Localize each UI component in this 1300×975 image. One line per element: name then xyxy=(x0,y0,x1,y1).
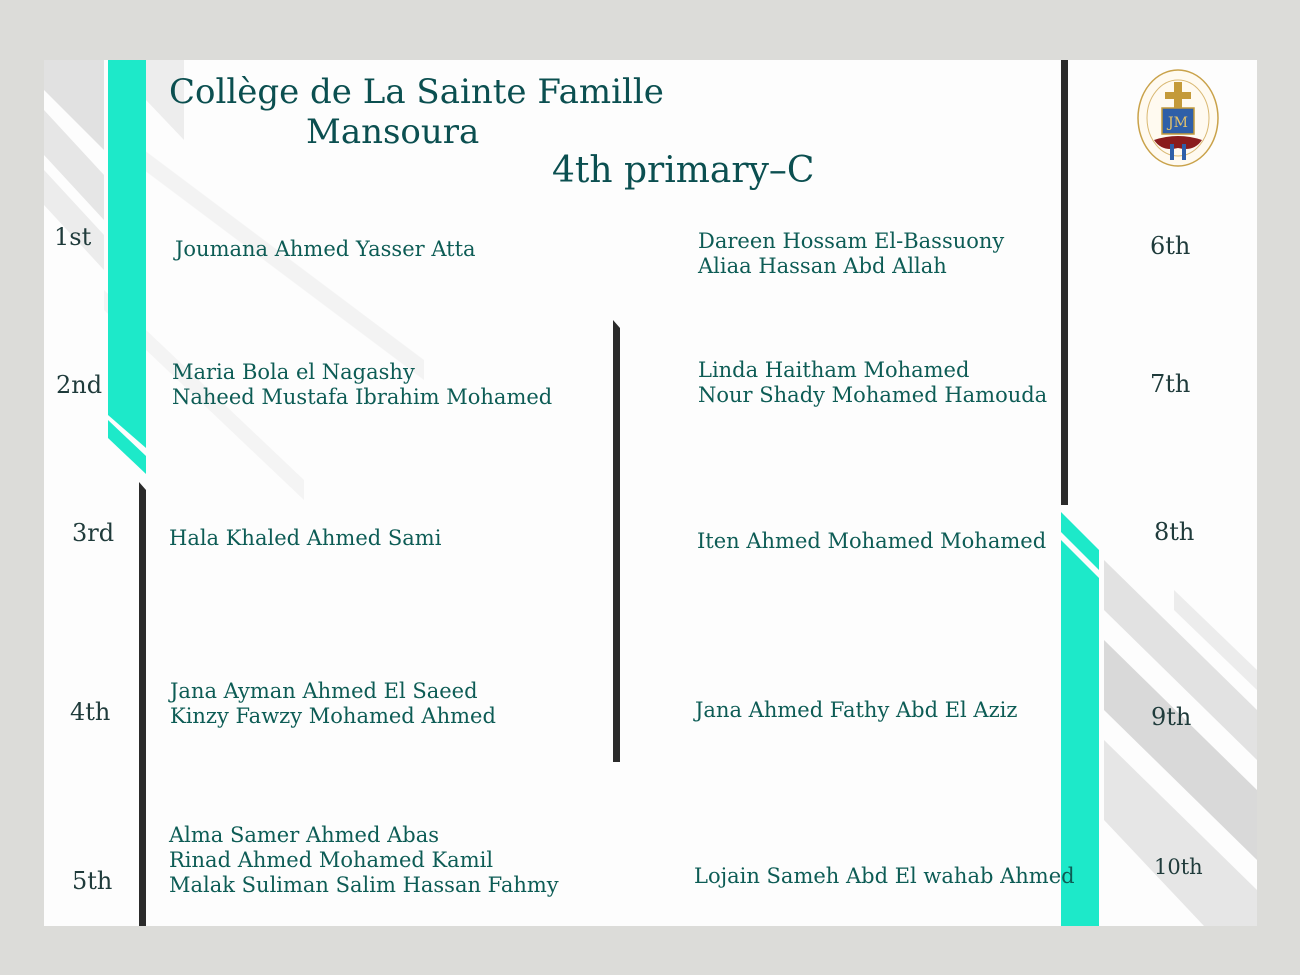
honor-roll-slide xyxy=(44,60,1257,926)
names-rank-6 xyxy=(698,229,1004,279)
names-rank-1 xyxy=(175,237,476,262)
names-rank-2 xyxy=(172,360,552,410)
rank-1st: 1st xyxy=(54,223,92,251)
names-rank-9 xyxy=(695,698,1017,723)
names-rank-8 xyxy=(697,529,1046,554)
rank-8th: 8th xyxy=(1154,518,1195,546)
student-name: Malak Suliman Salim Hassan Fahmy xyxy=(169,873,559,897)
student-name: Jana Ahmed Fathy Abd El Aziz xyxy=(695,698,1018,722)
student-name: Aliaa Hassan Abd Allah xyxy=(698,254,947,278)
rank-2nd: 2nd xyxy=(56,371,103,399)
student-name: Hala Khaled Ahmed Sami xyxy=(169,526,442,550)
rank-10th: 10th xyxy=(1154,855,1203,879)
class-title: 4th primary–C xyxy=(552,150,815,191)
student-name: Kinzy Fawzy Mohamed Ahmed xyxy=(170,704,496,728)
school-name-title: Collège de La Sainte Famille xyxy=(169,72,664,112)
student-name: Jana Ayman Ahmed El Saeed xyxy=(170,679,478,703)
left-divider-line xyxy=(139,482,146,926)
student-name: Alma Samer Ahmed Abas xyxy=(169,823,440,847)
student-name: Dareen Hossam El-Bassuony xyxy=(698,229,1005,253)
rank-7th: 7th xyxy=(1150,370,1191,398)
right-divider-line xyxy=(1061,60,1068,505)
student-name: Maria Bola el Nagashy xyxy=(172,360,415,384)
names-rank-3 xyxy=(169,526,441,551)
city-title: Mansoura xyxy=(306,112,480,152)
student-name: Joumana Ahmed Yasser Atta xyxy=(175,237,476,261)
names-rank-7 xyxy=(698,358,1047,408)
rank-4th: 4th xyxy=(70,698,111,726)
rank-6th: 6th xyxy=(1150,232,1191,260)
svg-text:JM: JM xyxy=(1168,115,1188,131)
student-name: Linda Haitham Mohamed xyxy=(698,358,970,382)
student-name: Iten Ahmed Mohamed Mohamed xyxy=(697,529,1047,553)
rank-5th: 5th xyxy=(72,867,113,895)
school-crest-icon xyxy=(1134,66,1222,176)
center-divider-line xyxy=(613,320,620,762)
names-rank-4 xyxy=(170,679,496,729)
student-name: Naheed Mustafa Ibrahim Mohamed xyxy=(172,385,553,409)
student-name: Rinad Ahmed Mohamed Kamil xyxy=(169,848,494,872)
left-accent-bar xyxy=(108,60,146,448)
rank-9th: 9th xyxy=(1151,703,1192,731)
names-rank-10 xyxy=(694,864,1075,889)
names-rank-5 xyxy=(169,823,559,898)
rank-3rd: 3rd xyxy=(72,519,115,547)
student-name: Lojain Sameh Abd El wahab Ahmed xyxy=(694,864,1075,888)
student-name: Nour Shady Mohamed Hamouda xyxy=(698,383,1048,407)
